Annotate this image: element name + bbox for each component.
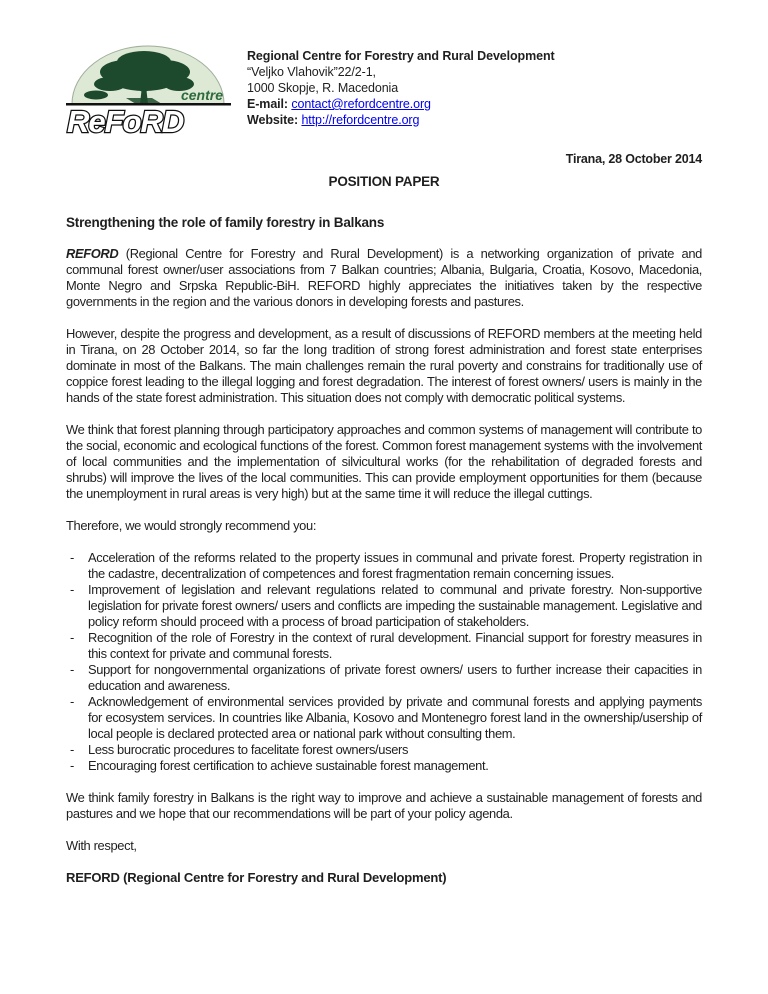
closing-line: With respect,: [66, 838, 137, 853]
reford-logo: [66, 42, 231, 142]
paragraph-forest-planning: We think that forest planning through participatory approaches and common systems of management will contribute to the social, economic and ecological functions of the forest. Common forest management systems with the involvement of local communities and the implementation of silvicultural works (for the rehabilitation of degraded forests and shrubs) will improve the lives of the local communities. This can provide employment opportunities for them (because the unemployment in rural areas is very high) but at the same time it will reduce the illegal cuttings.: [66, 422, 702, 501]
reford-logo-image: [66, 42, 231, 137]
logo-centre-label: centre: [180, 87, 223, 103]
address-line-1: “Veljko Vlahovik”22/2-1,: [247, 65, 376, 79]
recommendation-item-4: - Support for nongovernmental organizations of private forest owners/ users to further increase their capacities in education and awareness.: [66, 662, 702, 694]
recommendation-item-1: - Acceleration of the reforms related to the property issues in communal and private forest. Property registration in the cadastre, decentralization of competences and forest fragmentation remain concerning issues.: [66, 550, 702, 582]
email-label: E-mail:: [247, 97, 288, 111]
paragraph-conclusion: We think family forestry in Balkans is the right way to improve and achieve a sustainable management of forests and pastures and we hope that our recommendations will be part of your policy agenda.: [66, 790, 702, 821]
address-line-2: 1000 Skopje, R. Macedonia: [247, 81, 399, 95]
paragraph-challenges: However, despite the progress and development, as a result of discussions of REFORD members at the meeting held in Tirana, on 28 October 2014, so far the long tradition of strong forest administration and forest state enterprises dominate in most of the Balkans. The main challenges remain the rural poverty and constrains for traditionally use of coppice forest leading to the illegal logging and forest degradation. The interest of forest owners/ users is mainly in the hands of the state forest administration. This situation does not comply with democratic political systems.: [66, 326, 702, 405]
date-line: Tirana, 28 October 2014: [565, 152, 702, 166]
paragraph-intro: [66, 246, 702, 310]
paragraph-recommend-intro: Therefore, we would strongly recommend you:: [66, 518, 317, 533]
org-name: Regional Centre for Forestry and Rural Development: [247, 49, 555, 63]
recommendation-item-3: - Recognition of the role of Forestry in the context of rural development. Financial support for forestry measures in this context for private and communal forests.: [66, 630, 702, 662]
reford-lead-word: REFORD: [66, 246, 119, 261]
email-line: [247, 96, 555, 112]
paragraph-intro-text: (Regional Centre for Forestry and Rural Development) is a networking organization of private and communal forest owner/user associations from 7 Balkan countries; Albania, Bulgaria, Croatia, Kosovo, Macedonia, Monte Negro and Srpska Republic-BiH. REFORD highly appreciates the initiatives taken by the respective governments in the region and the various donors in developing forests and pastures.: [66, 246, 702, 309]
logo-reford-wordmark: ReFoRD: [67, 104, 184, 137]
recommendations-list: [66, 550, 702, 774]
letterhead: [66, 42, 702, 142]
recommendation-item-2: - Improvement of legislation and relevant regulations related to communal and private forestry. Non-supportive legislation for private forest owners/ users and conflicts are impeding the sustainable management. Legislative and policy reform should proceed with a process of broad participation of stakeholders.: [66, 582, 702, 630]
document-title: POSITION PAPER: [328, 174, 440, 189]
website-link[interactable]: http://refordcentre.org: [301, 113, 420, 127]
section-heading: Strengthening the role of family forestry in Balkans: [66, 215, 385, 230]
signature-line: REFORD (Regional Centre for Forestry and Rural Development): [66, 870, 447, 885]
contact-block: [247, 42, 555, 128]
recommendation-item-6: - Less burocratic procedures to facelitate forest owners/users: [66, 742, 702, 758]
recommendation-item-5: - Acknowledgement of environmental services provided by private and communal forests and applying payments for ecosystem services. In countries like Albania, Kosovo and Montenegro forest land in the ownership/usership of local people is declared protected area or national park without consulting them.: [66, 694, 702, 742]
website-line: [247, 112, 555, 128]
website-label: Website:: [247, 113, 299, 127]
recommendation-item-7: - Encouraging forest certification to achieve sustainable forest management.: [66, 758, 702, 774]
email-link[interactable]: contact@refordcentre.org: [291, 97, 431, 111]
